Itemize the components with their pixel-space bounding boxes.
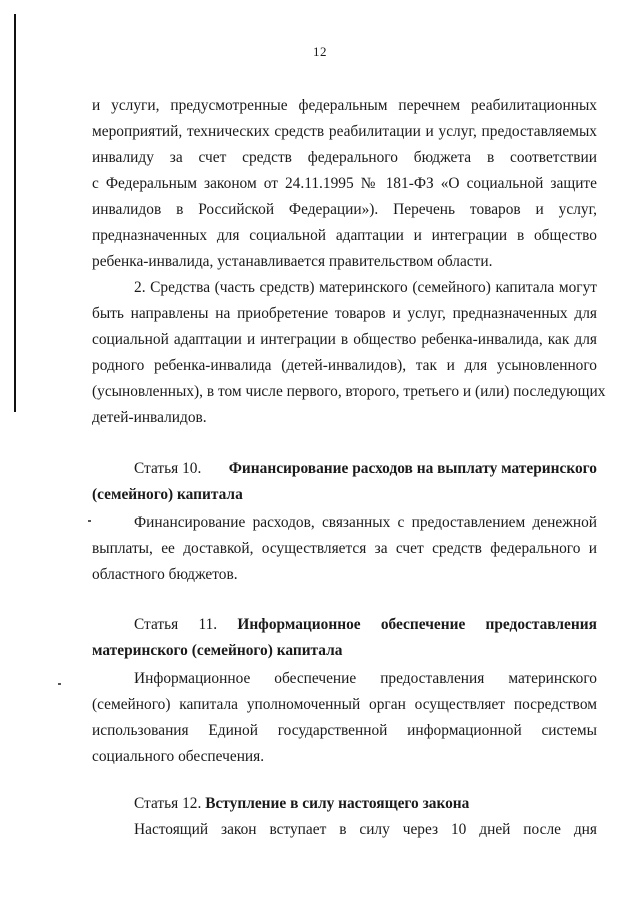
article-10-title: Финансирование расходов на выплату материнского: [228, 460, 597, 477]
text-line: 2. Средства (часть средств) материнского (семейного) капитала могут: [134, 279, 597, 296]
article-11: [92, 612, 597, 770]
text-line: (семейного) капитала уполномоченный орган осуществляет посредством: [92, 696, 597, 713]
article-12-heading: [92, 791, 597, 817]
word: предоставления: [380, 670, 485, 687]
article-11-title-word: Информационное: [237, 616, 361, 633]
article-10-heading: [92, 456, 597, 482]
article-11-prefix-number: 11.: [198, 616, 218, 633]
text-line: с Федеральным законом от 24.11.1995 № 181-ФЗ «О социальной защите: [92, 175, 597, 192]
article-10-title-cont: (семейного) капитала: [92, 486, 243, 503]
scan-speck: [58, 683, 61, 685]
article-12-title: Вступление в силу настоящего закона: [205, 795, 470, 812]
text-line: мероприятий, технических средств реабилитации и услуг, предоставляемых: [92, 123, 597, 140]
text-line: Финансирование расходов, связанных с предоставлением денежной: [134, 514, 597, 531]
scan-speck: [88, 520, 91, 522]
text-line: предназначенных для социальной адаптации и интеграции в общество: [92, 227, 597, 244]
text-line: Настоящий закон вступает в силу через 10 дней после дня: [134, 821, 597, 838]
page-number: 12: [313, 44, 327, 59]
article-11-prefix-word: Статья: [134, 616, 179, 633]
text-line: и услуги, предусмотренные федеральным перечнем реабилитационных: [92, 97, 597, 114]
text-line: [92, 666, 597, 692]
text-line: областного бюджетов.: [92, 566, 238, 583]
article-11-title-word: предоставления: [485, 616, 597, 633]
text-line: (усыновленных), в том числе первого, второго, третьего и (или) последующих: [92, 383, 606, 400]
text-line: выплаты, ее доставкой, осуществляется за счет средств федерального и: [92, 540, 597, 557]
text-line: социального обеспечения.: [92, 748, 265, 765]
text-line: быть направлены на приобретение товаров и услуг, предназначенных для: [92, 305, 597, 322]
text-line: ребенка-инвалида, устанавливается правительством области.: [92, 253, 493, 270]
text-line: родного ребенка-инвалида (детей-инвалидов), так и для усыновленного: [92, 357, 597, 374]
scan-margin-line: [14, 14, 16, 412]
text-line: детей-инвалидов.: [92, 409, 207, 426]
text-line: использования Единой государственной информационной системы: [92, 722, 597, 739]
article-11-title-word: обеспечение: [380, 616, 466, 633]
article-12: [92, 791, 597, 843]
paragraph-2: [92, 275, 606, 431]
word: материнского: [508, 670, 597, 687]
text-line: инвалиду за счет средств федерального бюджета в соответствии: [92, 149, 597, 166]
text-line: социальной адаптации и интеграции в общество ребенка-инвалида, как для: [92, 331, 597, 348]
article-11-heading: [92, 612, 597, 638]
article-10-prefix: Статья 10.: [134, 460, 202, 477]
article-11-title-cont: материнского (семейного) капитала: [92, 642, 343, 659]
article-12-prefix: Статья 12.: [134, 795, 202, 812]
text-line: инвалидов в Российской Федерации»). Перечень товаров и услуг,: [92, 201, 597, 218]
word: обеспечение: [274, 670, 357, 687]
word: Информационное: [134, 670, 251, 687]
paragraph-continuation: [92, 93, 597, 275]
article-10: [92, 456, 597, 588]
